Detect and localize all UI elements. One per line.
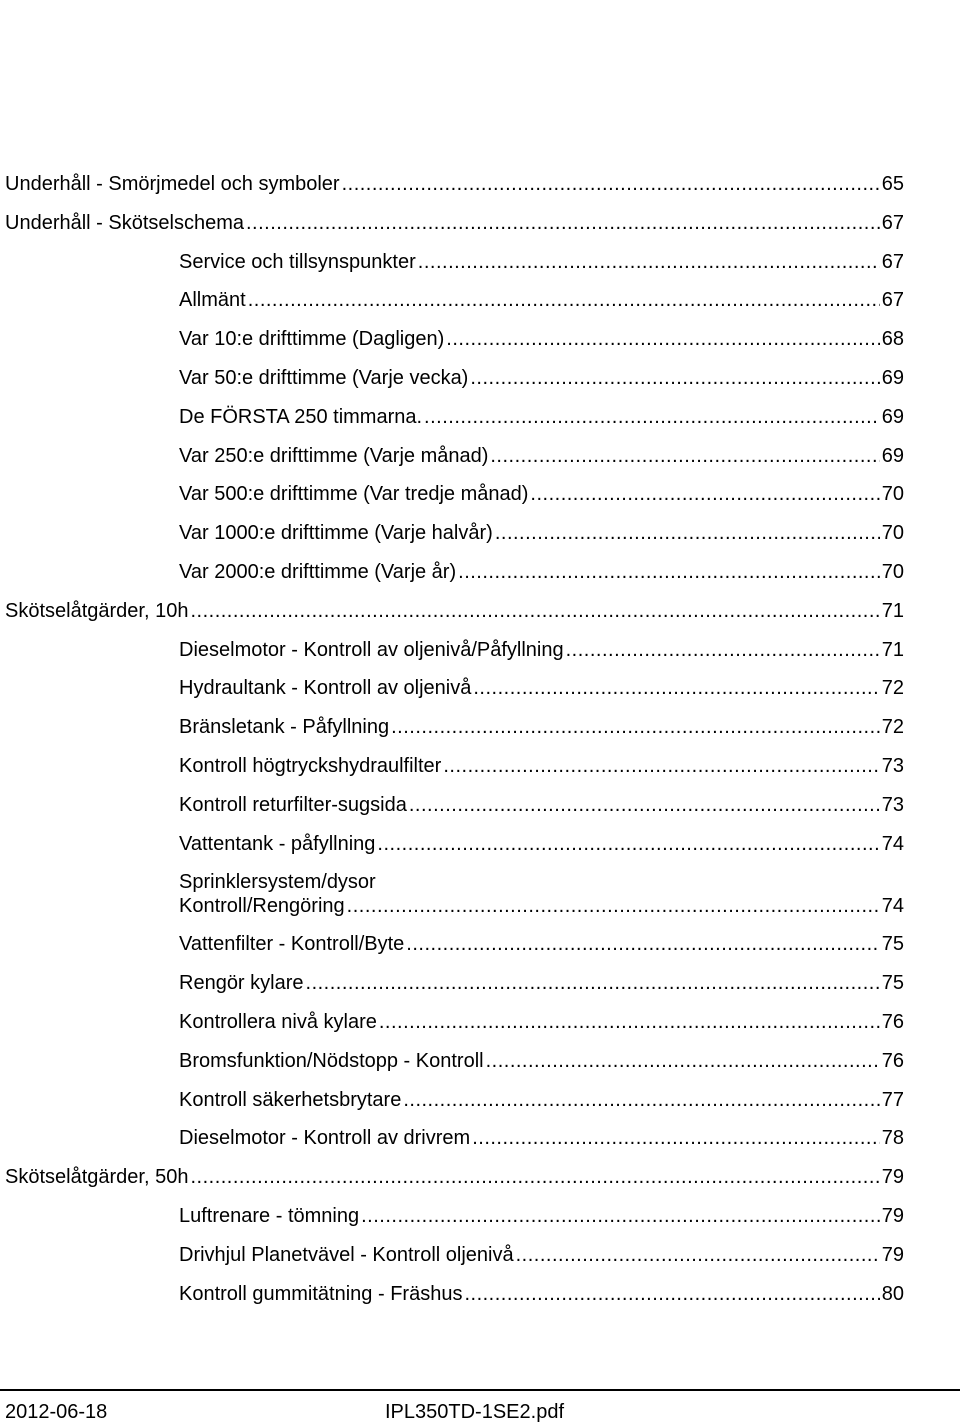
dot-leader — [530, 482, 879, 506]
dot-leader — [409, 793, 880, 817]
toc-entry-page-number: 79 — [881, 1243, 904, 1266]
toc-entry-page-number: 80 — [881, 1282, 904, 1305]
dot-leader — [464, 1282, 879, 1306]
toc-entry-page-number: 74 — [881, 895, 904, 918]
toc-entry-page-number: 71 — [881, 599, 904, 622]
toc-subsection-entry[interactable] — [179, 1243, 904, 1267]
toc-entry-page-number: 75 — [881, 933, 904, 956]
toc-subsection-entry[interactable] — [179, 832, 904, 856]
dot-leader — [473, 676, 879, 700]
toc-subsection-entry[interactable] — [179, 1049, 904, 1073]
footer-filename: IPL350TD-1SE2.pdf — [385, 1401, 564, 1423]
toc-subsection-entry[interactable] — [179, 366, 904, 390]
dot-leader — [424, 405, 880, 429]
toc-subsection-entry[interactable] — [179, 715, 904, 739]
toc-subsection-entry[interactable] — [179, 250, 904, 274]
toc-entry-title: Skötselåtgärder, 50h — [5, 1166, 189, 1189]
toc-subsection-entry[interactable] — [179, 1204, 904, 1228]
dot-leader — [391, 715, 880, 739]
dot-leader — [516, 1243, 880, 1267]
dot-leader — [446, 327, 879, 351]
toc-entry-page-number: 69 — [881, 444, 904, 467]
toc-subsection-entry[interactable] — [179, 521, 904, 545]
toc-section-entry[interactable] — [5, 211, 904, 235]
toc-subsection-entry[interactable] — [179, 288, 904, 312]
toc-entry-title: Dieselmotor - Kontroll av oljenivå/Påfyllning — [179, 638, 564, 661]
dot-leader — [347, 894, 880, 918]
toc-subsection-entry[interactable] — [179, 754, 904, 778]
toc-entry-page-number: 69 — [881, 367, 904, 389]
dot-leader — [306, 971, 880, 995]
dot-leader — [342, 172, 880, 196]
dot-leader — [495, 521, 880, 545]
toc-entry-title: Drivhjul Planetvävel - Kontroll oljenivå — [179, 1243, 514, 1266]
toc-entry-title: Kontrollera nivå kylare — [179, 1011, 377, 1034]
toc-entry-title: De FÖRSTA 250 timmarna. — [179, 405, 423, 428]
dot-leader — [418, 250, 880, 274]
toc-entry-page-number: 72 — [881, 677, 904, 700]
dot-leader — [566, 638, 880, 662]
toc-entry-title: Luftrenare - tömning — [179, 1205, 360, 1228]
toc-entry-title: Hydraultank - Kontroll av oljenivå — [179, 677, 472, 700]
toc-entry-page-number: 77 — [881, 1088, 904, 1111]
toc-entry-title: Var 500:e drifttimme (Var tredje månad) — [179, 483, 529, 506]
dot-leader — [379, 1010, 880, 1034]
toc-entry-title: Allmänt — [179, 289, 246, 312]
toc-subsection-entry[interactable] — [179, 560, 904, 584]
toc-subsection-entry[interactable] — [179, 327, 904, 351]
toc-entry-page-number: 76 — [881, 1049, 904, 1072]
dot-leader — [246, 211, 880, 235]
toc-entry-title: Var 250:e drifttimme (Varje månad) — [179, 444, 489, 467]
toc-subsection-entry[interactable] — [179, 1282, 904, 1306]
toc-entry-title: Kontroll gummitätning - Fräshus — [179, 1282, 463, 1305]
toc-subsection-entry[interactable] — [179, 1010, 904, 1034]
toc-entry-page-number: 65 — [881, 173, 904, 195]
toc-entry-title: Var 10:e drifttimme (Dagligen) — [179, 328, 445, 351]
toc-entry-title: Bromsfunktion/Nödstopp - Kontroll — [179, 1049, 484, 1072]
toc-entry-page-number: 73 — [881, 793, 904, 816]
toc-entry-page-number: 70 — [881, 483, 904, 506]
toc-subsection-entry[interactable] — [179, 971, 904, 995]
toc-entry-title: Skötselåtgärder, 10h — [5, 599, 189, 622]
toc-subsection-entry[interactable] — [179, 932, 904, 956]
toc-subsection-entry[interactable] — [179, 793, 904, 817]
toc-entry-page-number: 70 — [881, 561, 904, 583]
toc-entry-title: Service och tillsynspunkter — [179, 250, 416, 273]
toc-entry-page-number: 74 — [881, 832, 904, 855]
dot-leader — [190, 599, 879, 623]
toc-entry-page-number: 70 — [881, 522, 904, 545]
toc-entry-title: Kontroll säkerhetsbrytare — [179, 1088, 402, 1111]
toc-entry-title: Kontroll högtryckshydraulfilter — [179, 755, 442, 777]
toc-subsection-entry[interactable] — [179, 482, 904, 506]
toc-entry-page-number: 67 — [881, 289, 904, 312]
dot-leader — [490, 444, 879, 468]
toc-entry-page-number: 69 — [881, 405, 904, 428]
toc-entry-page-number: 76 — [881, 1011, 904, 1034]
toc-entry-page-number: 75 — [881, 972, 904, 995]
toc-entry-page-number: 79 — [881, 1205, 904, 1228]
toc-entry-page-number: 72 — [881, 716, 904, 739]
dot-leader — [190, 1165, 879, 1189]
dot-leader — [377, 832, 879, 856]
dot-leader — [406, 932, 879, 956]
toc-subsection-entry[interactable] — [179, 1088, 904, 1112]
dot-leader — [403, 1088, 879, 1112]
toc-section-entry[interactable] — [5, 172, 904, 196]
toc-entry-page-number: 73 — [881, 755, 904, 777]
toc-entry-title: Dieselmotor - Kontroll av drivrem — [179, 1127, 471, 1150]
toc-entry-title: Kontroll returfilter-sugsida — [179, 793, 407, 816]
dot-leader — [443, 754, 879, 778]
toc-entry-title: Vattentank - påfyllning — [179, 832, 376, 855]
toc-entry-page-number: 67 — [881, 211, 904, 234]
dot-leader — [361, 1204, 880, 1228]
toc-entry-title-line1: Sprinklersystem/dysor — [179, 871, 376, 894]
toc-entry-page-number: 79 — [881, 1166, 904, 1189]
toc-section-entry[interactable] — [5, 1165, 904, 1189]
toc-entry-title: Underhåll - Skötselschema — [5, 211, 244, 234]
toc-subsection-entry[interactable] — [179, 1126, 904, 1150]
dot-leader — [470, 366, 879, 390]
dot-leader — [486, 1049, 880, 1073]
toc-entry-page-number: 67 — [881, 250, 904, 273]
toc-subsection-entry[interactable] — [179, 870, 904, 918]
toc-entry-title: Rengör kylare — [179, 972, 304, 995]
toc-entry-title: Var 1000:e drifttimme (Varje halvår) — [179, 522, 493, 545]
toc-subsection-entry[interactable] — [179, 444, 904, 468]
toc-section-entry[interactable] — [5, 599, 904, 623]
toc-entry-page-number: 68 — [881, 328, 904, 351]
toc-entry-title: Var 2000:e drifttimme (Varje år) — [179, 561, 457, 583]
toc-entry-title: Var 50:e drifttimme (Varje vecka) — [179, 367, 469, 389]
toc-entry-title: Underhåll - Smörjmedel och symboler — [5, 173, 340, 195]
dot-leader — [248, 288, 880, 312]
dot-leader — [458, 560, 880, 584]
dot-leader — [472, 1126, 880, 1150]
toc-entry-title: Vattenfilter - Kontroll/Byte — [179, 933, 405, 956]
toc-subsection-entry[interactable] — [179, 405, 904, 429]
toc-entry-page-number: 71 — [881, 638, 904, 661]
page-footer — [0, 1389, 960, 1427]
toc-subsection-entry[interactable] — [179, 638, 904, 662]
toc-entry-page-number: 78 — [881, 1127, 904, 1150]
toc-entry-title: Bränsletank - Påfyllning — [179, 716, 390, 739]
toc-subsection-entry[interactable] — [179, 676, 904, 700]
footer-date: 2012-06-18 — [5, 1401, 108, 1423]
toc-entry-title: Kontroll/Rengöring — [179, 895, 345, 918]
